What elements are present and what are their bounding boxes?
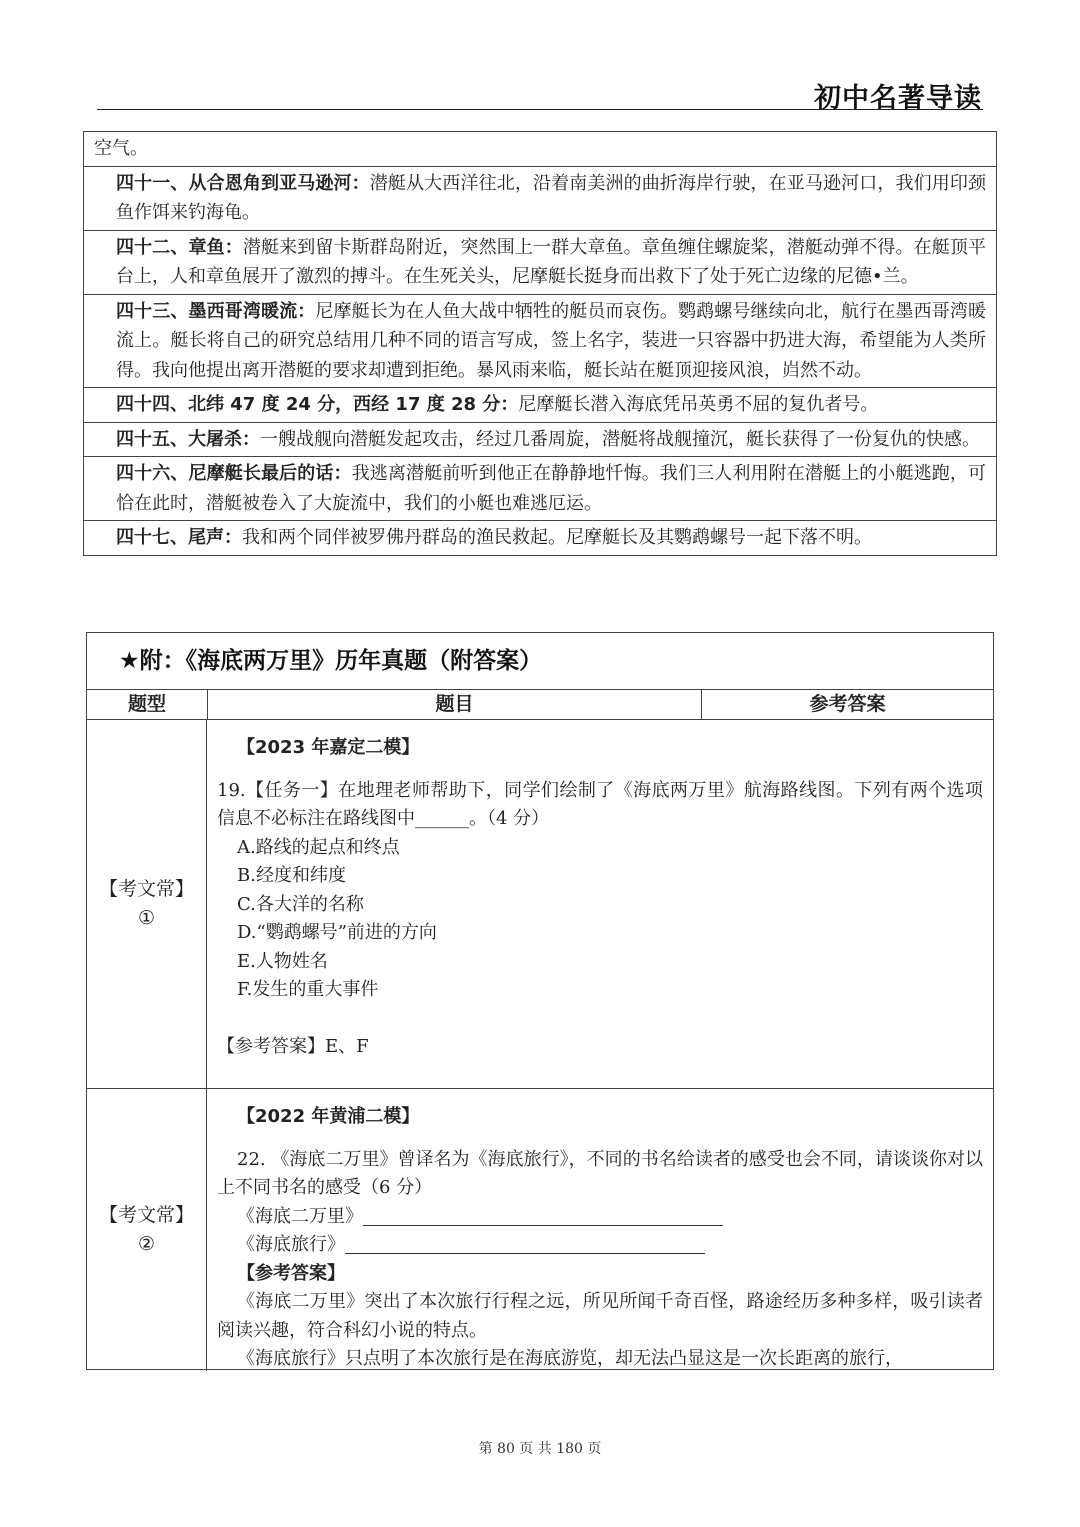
summary-row: [84, 230, 997, 294]
header-rule: [97, 109, 983, 110]
summary-row: [84, 422, 997, 457]
question-row-1: [87, 720, 993, 1089]
chapter-summary-table: [83, 131, 997, 556]
appendix-title: ★附：《海底两万里》历年真题（附答案）: [87, 633, 993, 690]
summary-text: 我逃离潜艇前听到他正在静静地忏悔。我们三人利用附在潜艇上的小艇逃跑，可恰在此时，潜艇被卷入了大旋流中，我们的小艇也难逃厄运。: [116, 463, 987, 514]
question-source: 【2022 年黄浦二模】: [237, 1106, 420, 1127]
answer-paragraph: 《海底二万里》突出了本次旅行行程之远，所见所闻千奇百怪，路途经历多种多样，吸引读者阅读兴趣，符合科幻小说的特点。: [217, 1291, 983, 1341]
summary-text: 空气。: [94, 138, 148, 159]
summary-row: [84, 294, 997, 388]
summary-text: 一艘战舰向潜艇发起攻击，经过几番周旋，潜艇将战舰撞沉，艇长获得了一份复仇的快感。: [260, 428, 980, 450]
summary-row: [84, 166, 997, 230]
col-header-question: 题目: [208, 690, 702, 719]
summary-chapter-title: 四十四、北纬 47 度 24 分，西经 17 度 28 分：: [116, 394, 519, 415]
summary-chapter-title: 四十一、从合恩角到亚马逊河：: [116, 172, 370, 194]
question-type-cell: [87, 1089, 207, 1371]
question-type-cell: [87, 720, 207, 1088]
option-item: F.发生的重大事件: [237, 979, 379, 1000]
summary-text: 尼摩艇长为在人鱼大战中牺牲的艇员而哀伤。鹦鹉螺号继续向北，航行在墨西哥湾暖流上。艇长将自己的研究总结用几种不同的语言写成，签上名字，装进一只容器中扔进大海，希望能为人类所得。我向他提出离开潜艇的要求却遭到拒绝。暴风雨来临，艇长站在艇顶迎接风浪，岿然不动。: [116, 300, 986, 381]
option-item: E.人物姓名: [237, 950, 328, 972]
summary-row: [84, 132, 997, 167]
question-text: 19.【任务一】在地理老师帮助下，同学们绘制了《海底两万里》航海路线图。下列有两个选项信息不必标注在路线图中______。（4 分）: [217, 779, 983, 829]
summary-text: 潜艇来到留卡斯群岛附近，突然围上一群大章鱼。章鱼缠住螺旋桨，潜艇动弹不得。在艇顶平台上，人和章鱼展开了激烈的搏斗。在生死关头，尼摩艇长挺身而出救下了处于死亡边缘的尼德•兰。: [116, 236, 987, 287]
question-text: 22. 《海底二万里》曾译名为《海底旅行》，不同的书名给读者的感受也会不同，请谈谈你对以上不同书名的感受（6 分）: [217, 1148, 983, 1198]
summary-row: [84, 457, 997, 521]
answer-paragraph: 《海底旅行》只点明了本次旅行是在海底游览，却无法凸显这是一次长距离的旅行，: [237, 1348, 903, 1369]
answer-blank-1: [217, 1203, 983, 1232]
blank-line: [363, 1207, 723, 1226]
exam-questions-table: [86, 632, 994, 1370]
summary-chapter-title: 四十三、墨西哥湾暖流：: [116, 300, 316, 322]
question-row-2: [87, 1089, 993, 1371]
question-body: [207, 1089, 993, 1371]
summary-chapter-title: 四十五、大屠杀：: [116, 428, 260, 450]
blank-line: [345, 1235, 705, 1254]
summary-text: 我和两个同伴被罗佛丹群岛的渔民救起。尼摩艇长及其鹦鹉螺号一起下落不明。: [242, 527, 872, 548]
option-item: A.路线的起点和终点: [237, 836, 400, 858]
summary-text: 潜艇从大西洋往北，沿着南美洲的曲折海岸行驶，在亚马逊河口，我们用印颈鱼作饵来钓海龟。: [116, 172, 987, 223]
col-header-answer: 参考答案: [809, 693, 886, 715]
col-header-type: 题型: [87, 690, 208, 719]
blank-label: 《海底旅行》: [237, 1234, 345, 1255]
question-type-label: 【考文常】: [98, 878, 194, 900]
page-footer: 第 80 页 共 180 页: [478, 1441, 602, 1457]
summary-chapter-title: 四十七、尾声：: [116, 527, 242, 548]
answer-blank-2: [217, 1231, 983, 1260]
blank-label: 《海底二万里》: [237, 1205, 363, 1227]
option-item: C.各大洋的名称: [237, 893, 364, 915]
summary-row: [84, 388, 997, 423]
option-item: D.“鹦鹉螺号”前进的方向: [237, 922, 437, 943]
answer-label: 【参考答案】: [237, 1262, 345, 1284]
summary-row: [84, 521, 997, 556]
summary-text: 尼摩艇长潜入海底凭吊英勇不屈的复仇者号。: [518, 394, 879, 415]
question-type-number: ②: [137, 1233, 156, 1255]
summary-chapter-title: 四十二、章鱼：: [116, 236, 243, 258]
question-type-number: ①: [137, 907, 156, 929]
table-header-row: [87, 690, 993, 720]
answer-text: 【参考答案】E、F: [217, 1035, 369, 1057]
summary-chapter-title: 四十六、尼摩艇长最后的话：: [116, 463, 352, 484]
question-type-label: 【考文常】: [98, 1204, 194, 1226]
page-header-title: 初中名著导读: [814, 83, 982, 114]
question-body: [207, 720, 993, 1088]
option-item: B.经度和纬度: [237, 865, 346, 886]
question-source: 【2023 年嘉定二模】: [237, 737, 420, 758]
